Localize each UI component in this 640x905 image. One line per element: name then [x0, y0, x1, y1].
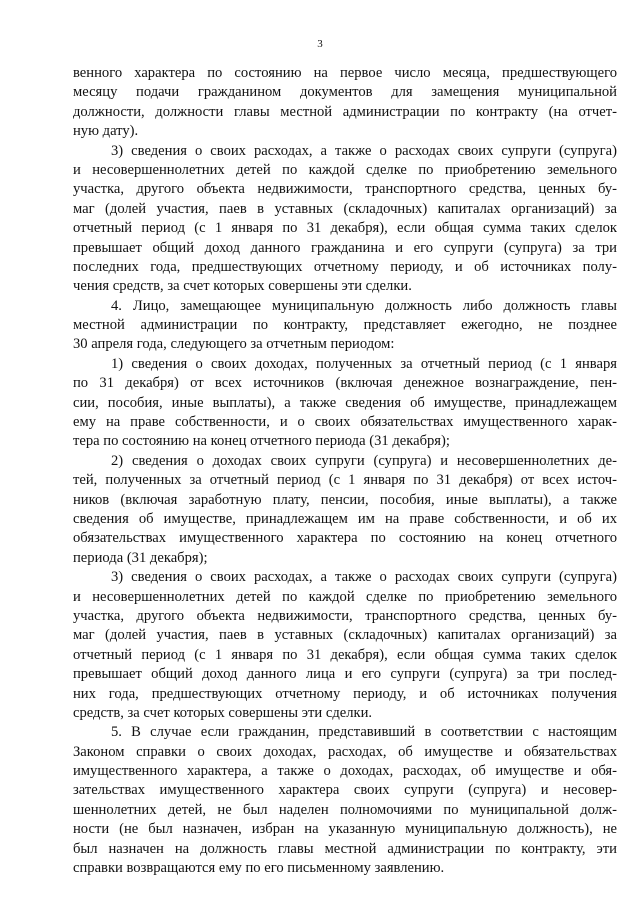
text-line: шеннолетних детей, не был наделен полномочиями по муниципальной долж-	[73, 801, 617, 818]
text-line: средств, за счет которых совершены эти сделки.	[73, 704, 373, 721]
text-line: месяцу подачи гражданином документов для замещения муниципальной	[73, 84, 617, 101]
text-line: маг (долей участия, паев в уставных (складочных) капиталах организаций) за	[73, 200, 617, 217]
page-number: 3	[317, 38, 323, 50]
text-line: имущественного характера, а также о доходах, расходах, об имуществе и обя-	[73, 763, 617, 780]
text-line: чения средств, за счет которых совершены эти сделки.	[73, 278, 412, 295]
text-line: и несовершеннолетних детей по каждой сделке по приобретению земельного	[73, 588, 617, 605]
text-line: ему на праве собственности, и о своих обязательствах имущественного харак-	[73, 414, 617, 431]
text-line: периода (31 декабря);	[73, 549, 208, 566]
text-line: зательствах имущественного характера своих супруги (супруга) и несовер-	[73, 782, 617, 799]
text-line: 30 апреля года, следующего за отчетным периодом:	[73, 336, 395, 353]
text-line: отчетный период (с 1 января по 31 декабря), если общая сумма таких сделок	[73, 220, 617, 237]
text-line: по 31 декабря) от всех источников (включая денежное вознаграждение, пен-	[73, 375, 617, 392]
text-line: 5. В случае если гражданин, представивший в соответствии с настоящим	[111, 724, 617, 741]
text-line: 3) сведения о своих расходах, а также о расходах своих супруги (супруга)	[111, 142, 617, 159]
text-line: последних года, предшествующих отчетному периоду, и об источниках полу-	[73, 258, 617, 275]
text-line: тей, полученных за отчетный период (с 1 января по 31 декабря) от всех источ-	[73, 472, 617, 489]
text-line: 2) сведения о доходах своих супруги (супруга) и несовершеннолетних де-	[111, 452, 617, 469]
text-line: сведения об имуществе, принадлежащем им на праве собственности, и об их	[73, 510, 617, 527]
text-line: участка, другого объекта недвижимости, транспортного средства, ценных бу-	[73, 181, 617, 198]
text-line: справки возвращаются ему по его письменному заявлению.	[73, 860, 445, 877]
text-line: 4. Лицо, замещающее муниципальную должность либо должность главы	[111, 297, 617, 314]
text-line: участка, другого объекта недвижимости, транспортного средства, ценных бу-	[73, 607, 617, 624]
text-line: местной администрации по контракту, представляет ежегодно, не позднее	[73, 317, 617, 334]
text-line: ности (не был назначен, избран на указанную муниципальную должность), не	[73, 821, 617, 838]
text-line: обязательствах имущественного характера по состоянию на конец отчетного	[73, 530, 617, 547]
document-body	[73, 64, 617, 878]
text-line: них года, предшествующих отчетному периоду, и об источниках получения	[73, 685, 617, 702]
text-line: 1) сведения о своих доходах, полученных за отчетный период (с 1 января	[111, 355, 617, 372]
text-line: 3) сведения о своих расходах, а также о расходах своих супруги (супруга)	[111, 569, 617, 586]
text-line: превышает общий доход данного гражданина и его супруги (супруга) за три	[73, 239, 617, 256]
text-line: превышает общий доход данного лица и его супруги (супруга) за три послед-	[73, 666, 617, 683]
text-line: был назначен на должность главы местной администрации по контракту, эти	[73, 840, 617, 857]
text-line: Законом справки о своих доходах, расходах, об имуществе и обязательствах	[73, 743, 617, 760]
text-line: маг (долей участия, паев в уставных (складочных) капиталах организаций) за	[73, 627, 617, 644]
text-line: ников (включая заработную плату, пенсии, пособия, иные выплаты), а также	[73, 491, 617, 508]
text-line: тера по состоянию на конец отчетного периода (31 декабря);	[73, 433, 450, 450]
text-line: должности, должности главы местной администрации по контракту (на отчет-	[73, 103, 617, 120]
text-line: отчетный период (с 1 января по 31 декабря), если общая сумма таких сделок	[73, 646, 617, 663]
text-line: и несовершеннолетних детей по каждой сделке по приобретению земельного	[73, 161, 617, 178]
text-line: сии, пособия, иные выплаты), а также сведения об имуществе, принадлежащем	[73, 394, 617, 411]
text-line: венного характера по состоянию на первое число месяца, предшествующего	[73, 65, 617, 81]
text-line: ную дату).	[73, 123, 139, 140]
